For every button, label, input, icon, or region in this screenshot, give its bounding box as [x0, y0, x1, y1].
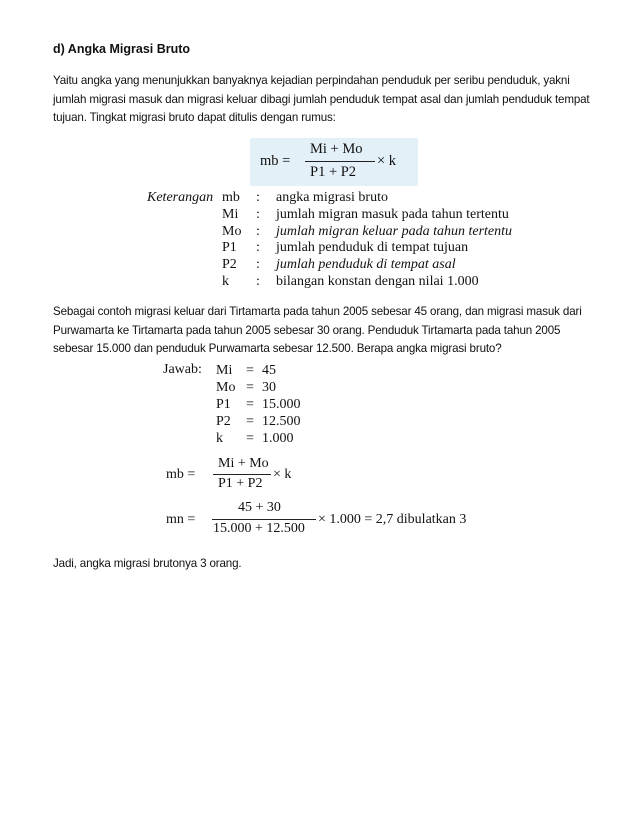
given-eq: =: [246, 414, 254, 429]
intro-paragraph: Yaitu angka yang menunjukkan banyaknya kejadian perpindahan penduduk per seribu penduduk, yakni jumlah migrasi masuk dan migrasi keluar dibagi jumlah penduduk tempat asal dan jumlah penduduk tempat tujuan. Tingkat migrasi bruto dapat ditulis dengan rumus:: [53, 74, 590, 124]
keterangan-colon: :: [256, 223, 260, 239]
keterangan-list: [222, 190, 512, 291]
keterangan-label: Keterangan: [147, 190, 214, 205]
given-var: k: [216, 431, 223, 446]
answer-formula-denominator: P1 + P2: [218, 476, 263, 491]
given-eq: =: [246, 397, 254, 412]
keterangan-desc: jumlah penduduk di tempat asal: [276, 257, 456, 273]
section-heading: d) Angka Migrasi Bruto: [53, 42, 191, 56]
keterangan-desc: jumlah penduduk di tempat tujuan: [276, 240, 469, 256]
formula-box: [250, 138, 418, 186]
calc-numerator: 45 + 30: [238, 500, 281, 515]
keterangan-desc: jumlah migran masuk pada tahun tertentu: [276, 206, 509, 222]
formula-lhs: mb =: [260, 153, 291, 169]
given-var: Mi: [216, 363, 233, 378]
formula-fraction-line: [305, 161, 375, 162]
keterangan-item: [222, 257, 512, 274]
given-var: P2: [216, 414, 231, 429]
answer-formula-lhs: mb =: [166, 467, 196, 482]
given-val: 12.500: [262, 414, 301, 429]
keterangan-desc: jumlah migran keluar pada tahun tertentu: [276, 223, 513, 239]
keterangan-item: [222, 274, 512, 291]
formula-denominator: P1 + P2: [310, 164, 357, 180]
answer-formula-numerator: Mi + Mo: [218, 456, 269, 471]
given-row: [216, 379, 301, 396]
keterangan-symbol: k: [222, 273, 229, 289]
keterangan-symbol: P1: [222, 240, 237, 256]
calc-fraction-line: [212, 519, 316, 520]
keterangan-symbol: Mi: [222, 206, 239, 222]
keterangan-colon: :: [256, 190, 260, 205]
keterangan-symbol: Mo: [222, 223, 242, 239]
keterangan-desc: bilangan konstan dengan nilai 1.000: [276, 273, 479, 289]
answer-formula-fraction-line: [213, 474, 271, 475]
given-eq: =: [246, 363, 254, 378]
given-var: P1: [216, 397, 231, 412]
keterangan-item: [222, 190, 512, 207]
keterangan-colon: :: [256, 240, 260, 256]
given-val: 45: [262, 363, 276, 378]
calc-denominator: 15.000 + 12.500: [213, 521, 305, 536]
formula-multiplier: × k: [377, 153, 397, 169]
conclusion-paragraph: Jadi, angka migrasi brutonya 3 orang.: [53, 557, 242, 570]
keterangan-colon: :: [256, 273, 260, 289]
given-row: [216, 362, 301, 379]
calc-result: × 1.000 = 2,7 dibulatkan 3: [318, 512, 467, 527]
given-val: 15.000: [262, 397, 301, 412]
given-val: 30: [262, 380, 276, 395]
keterangan-colon: :: [256, 206, 260, 222]
keterangan-colon: :: [256, 257, 260, 273]
example-paragraph: Sebagai contoh migrasi keluar dari Tirtamarta pada tahun 2005 sebesar 45 orang, dan migrasi masuk dari Purwamarta ke Tirtamarta pada tahun 2005 sebesar 30 orang. Penduduk Tirtamarta pada tahun 2005 sebesar 15.000 dan penduduk Purwamarta sebesar 12.500. Berapa angka migrasi bruto?: [53, 305, 582, 355]
given-eq: =: [246, 380, 254, 395]
calc-lhs: mn =: [166, 512, 196, 527]
keterangan-desc: angka migrasi bruto: [276, 190, 388, 205]
given-row: [216, 396, 301, 413]
given-var: Mo: [216, 380, 236, 395]
keterangan-symbol: mb: [222, 190, 240, 205]
given-eq: =: [246, 431, 254, 446]
answer-formula-multiplier: × k: [273, 467, 292, 482]
given-values: [216, 362, 301, 447]
jawab-label: Jawab:: [163, 362, 202, 377]
given-row: [216, 430, 301, 447]
keterangan-symbol: P2: [222, 257, 237, 273]
given-row: [216, 413, 301, 430]
formula-numerator: Mi + Mo: [310, 141, 363, 157]
keterangan-item: [222, 240, 512, 257]
keterangan-item: [222, 207, 512, 224]
given-val: 1.000: [262, 431, 294, 446]
keterangan-item: [222, 224, 512, 241]
